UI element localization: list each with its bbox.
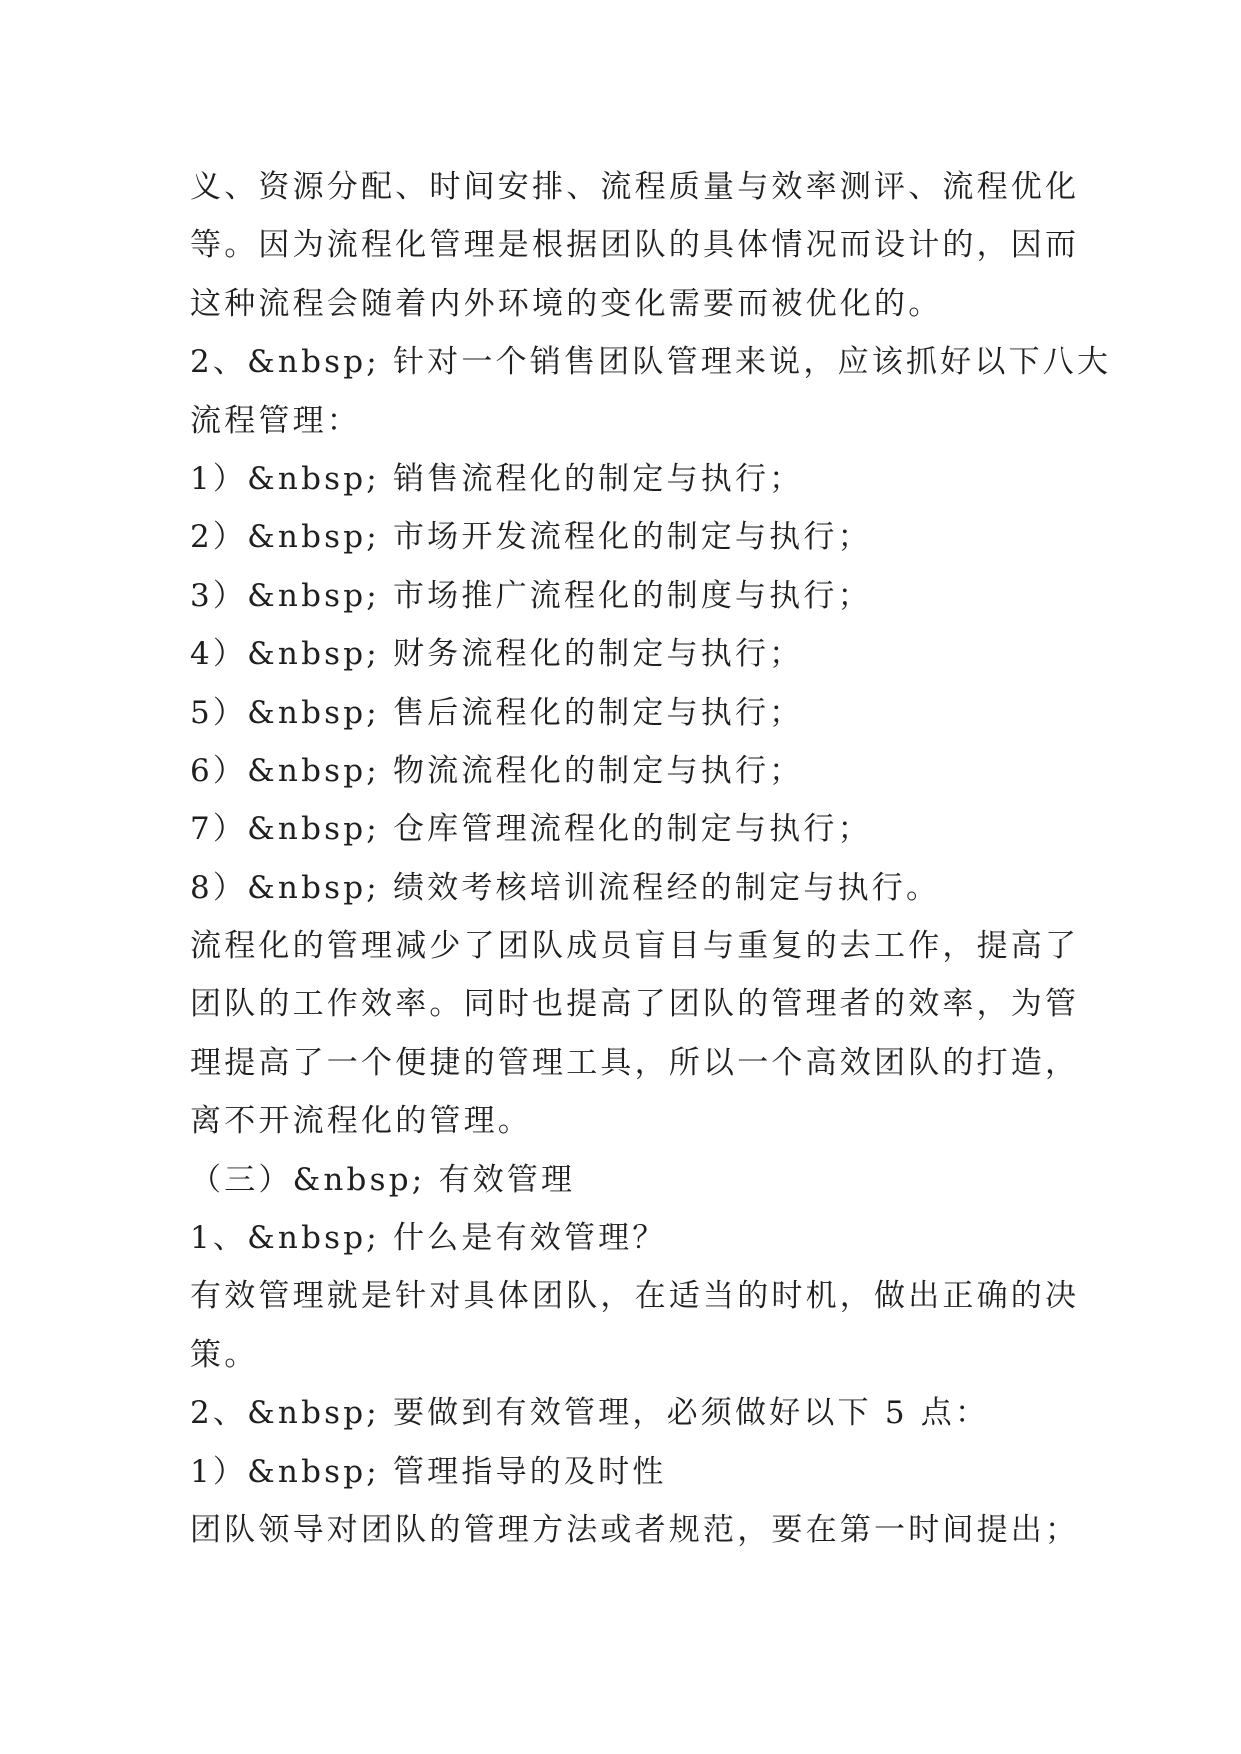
list-item: 1）&nbsp; 管理指导的及时性 — [190, 1453, 667, 1490]
list-item: 4）&nbsp; 财务流程化的制定与执行； — [190, 636, 804, 673]
text-line: 等。因为流程化管理是根据团队的具体情况而设计的，因而 — [190, 227, 1080, 264]
list-item: 7）&nbsp; 仓库管理流程化的制定与执行； — [190, 811, 872, 848]
document-body — [190, 158, 1112, 1559]
text-line: 1、&nbsp; 什么是有效管理？ — [190, 1220, 667, 1257]
text-line: 团队的工作效率。同时也提高了团队的管理者的效率，为管 — [190, 986, 1080, 1023]
text-line: 策。 — [190, 1336, 259, 1373]
text-line: 离不开流程化的管理。 — [190, 1103, 532, 1140]
text-line: 义、资源分配、时间安排、流程质量与效率测评、流程优化 — [190, 169, 1080, 205]
section-heading: （三）&nbsp; 有效管理 — [190, 1161, 576, 1198]
text-line: 这种流程会随着内外环境的变化需要而被优化的。 — [190, 285, 943, 322]
list-item: 6）&nbsp; 物流流程化的制定与执行； — [190, 752, 804, 789]
text-line: 流程管理： — [190, 402, 361, 439]
list-item: 3）&nbsp; 市场推广流程化的制度与执行； — [190, 577, 872, 614]
text-line: 团队领导对团队的管理方法或者规范，要在第一时间提出； — [190, 1511, 1080, 1548]
list-item: 5）&nbsp; 售后流程化的制定与执行； — [190, 694, 804, 731]
text-line: 理提高了一个便捷的管理工具，所以一个高效团队的打造， — [190, 1044, 1080, 1081]
list-item: 2）&nbsp; 市场开发流程化的制定与执行； — [190, 519, 872, 556]
text-line: 2、&nbsp; 针对一个销售团队管理来说，应该抓好以下八大 — [190, 344, 1112, 381]
list-item: 1）&nbsp; 销售流程化的制定与执行； — [190, 460, 804, 497]
text-line: 有效管理就是针对具体团队，在适当的时机，做出正确的决 — [190, 1278, 1080, 1315]
text-line: 2、&nbsp; 要做到有效管理，必须做好以下 5 点： — [190, 1395, 990, 1432]
list-item: 8）&nbsp; 绩效考核培训流程经的制定与执行。 — [190, 869, 941, 906]
text-line: 流程化的管理减少了团队成员盲目与重复的去工作，提高了 — [190, 928, 1080, 965]
